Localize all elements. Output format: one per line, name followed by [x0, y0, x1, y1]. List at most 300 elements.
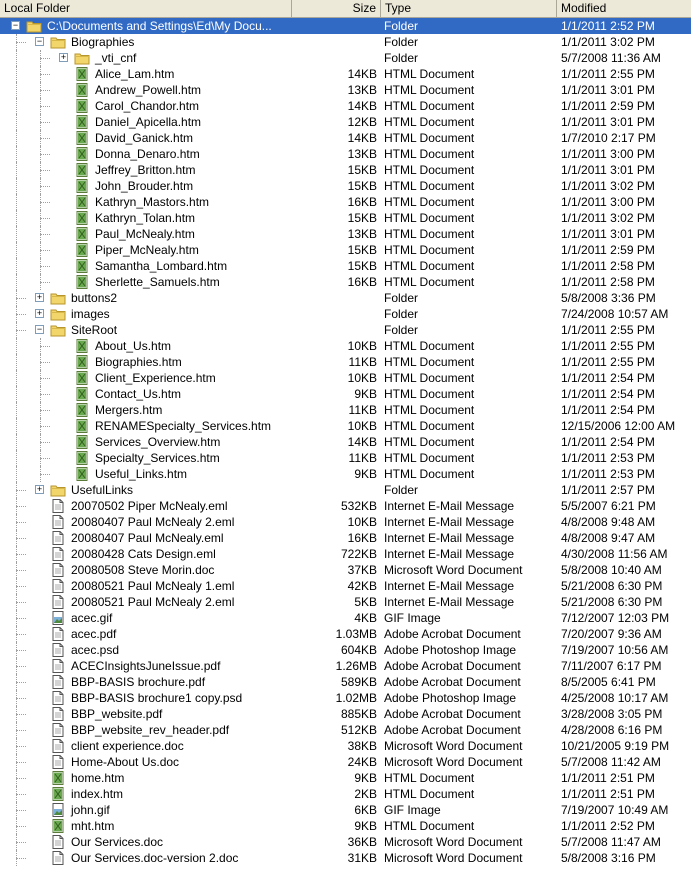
tree-guide-line	[16, 162, 17, 178]
folder-icon	[26, 19, 42, 33]
size-cell: 15KB	[347, 179, 377, 193]
file-name: John_Brouder.htm	[95, 179, 194, 193]
modified-cell: 8/5/2005 6:41 PM	[561, 675, 656, 689]
modified-cell: 10/21/2005 9:19 PM	[561, 739, 670, 753]
size-cell: 10KB	[347, 419, 377, 433]
file-row[interactable]	[0, 706, 691, 722]
file-name: Jeffrey_Britton.htm	[95, 163, 196, 177]
type-cell: Folder	[384, 291, 419, 305]
modified-cell: 7/19/2007 10:56 AM	[561, 643, 669, 657]
type-cell: HTML Document	[384, 67, 475, 81]
type-cell: Internet E-Mail Message	[384, 531, 515, 545]
modified-cell: 1/1/2011 2:59 PM	[561, 99, 655, 113]
column-header-modified[interactable]: Modified	[561, 1, 607, 15]
folder-row[interactable]	[0, 290, 691, 306]
column-header-size[interactable]: Size	[292, 0, 381, 17]
size-cell: 12KB	[347, 115, 377, 129]
tree-branch-line	[16, 698, 26, 699]
file-row[interactable]	[0, 738, 691, 754]
file-row[interactable]	[0, 434, 691, 450]
tree-branch-line	[40, 266, 50, 267]
size-cell: 14KB	[347, 99, 377, 113]
file-row[interactable]	[0, 754, 691, 770]
document-icon	[50, 595, 66, 609]
folder-row[interactable]	[0, 50, 691, 66]
html-file-icon	[74, 275, 90, 289]
size-cell	[292, 290, 377, 306]
file-row[interactable]	[0, 626, 691, 642]
type-cell: HTML Document	[384, 131, 475, 145]
size-cell: 6KB	[354, 803, 377, 817]
expand-icon[interactable]: +	[36, 308, 43, 318]
type-cell: HTML Document	[384, 355, 475, 369]
size-cell: 13KB	[347, 227, 377, 241]
file-name: Useful_Links.htm	[95, 467, 188, 481]
file-name: Kathryn_Tolan.htm	[95, 211, 196, 225]
tree-guide-line	[16, 82, 17, 98]
file-name: Daniel_Apicella.htm	[95, 115, 202, 129]
file-name: Our Services.doc-version 2.doc	[71, 851, 239, 865]
size-cell: 38KB	[347, 739, 377, 753]
type-cell: HTML Document	[384, 403, 475, 417]
tree-branch-line	[40, 202, 50, 203]
folder-icon	[50, 323, 66, 337]
type-cell: HTML Document	[384, 787, 475, 801]
size-cell: 37KB	[347, 563, 377, 577]
file-row[interactable]	[0, 770, 691, 786]
type-cell: HTML Document	[384, 371, 475, 385]
file-name: BBP-BASIS brochure.pdf	[71, 675, 206, 689]
file-row[interactable]	[0, 818, 691, 834]
file-name: BBP-BASIS brochure1 copy.psd	[71, 691, 243, 705]
type-cell: Folder	[384, 51, 419, 65]
tree-branch-line	[16, 858, 26, 859]
file-row[interactable]	[0, 210, 691, 226]
type-cell: HTML Document	[384, 243, 475, 257]
modified-cell: 5/8/2008 3:36 PM	[561, 291, 656, 305]
html-file-icon	[50, 787, 66, 801]
file-name: Mergers.htm	[95, 403, 163, 417]
type-cell: Adobe Acrobat Document	[384, 723, 521, 737]
type-cell: Folder	[384, 483, 419, 497]
file-row[interactable]	[0, 194, 691, 210]
size-cell: 722KB	[340, 547, 377, 561]
tree-guide-line	[16, 258, 17, 274]
html-file-icon	[74, 419, 90, 433]
tree-guide-line	[16, 370, 17, 386]
document-icon	[50, 659, 66, 673]
type-cell: HTML Document	[384, 435, 475, 449]
size-cell: 13KB	[347, 147, 377, 161]
size-cell: 5KB	[354, 595, 377, 609]
document-icon	[50, 675, 66, 689]
file-row[interactable]	[0, 354, 691, 370]
tree-branch-line	[16, 522, 26, 523]
type-cell: Folder	[384, 323, 419, 337]
modified-cell: 4/8/2008 9:47 AM	[561, 531, 656, 545]
type-cell: HTML Document	[384, 451, 475, 465]
type-cell: HTML Document	[384, 771, 475, 785]
tree-branch-line	[40, 282, 50, 283]
document-icon	[50, 739, 66, 753]
file-name: 20080508 Steve Morin.doc	[71, 563, 215, 577]
modified-cell: 1/1/2011 3:01 PM	[561, 227, 655, 241]
column-header-type[interactable]: Type	[381, 0, 557, 17]
file-name: ACECInsightsJuneIssue.pdf	[71, 659, 221, 673]
tree-branch-line	[16, 682, 26, 683]
file-row[interactable]	[0, 610, 691, 626]
size-cell	[292, 34, 377, 50]
size-cell: 15KB	[347, 163, 377, 177]
file-name: Biographies	[71, 35, 135, 49]
tree-branch-line	[40, 250, 50, 251]
tree-branch-line	[16, 762, 26, 763]
modified-cell: 1/1/2011 2:51 PM	[561, 787, 655, 801]
type-cell: Internet E-Mail Message	[384, 579, 515, 593]
size-cell: 9KB	[354, 771, 377, 785]
tree-guide-line	[16, 66, 17, 82]
folder-icon	[74, 51, 90, 65]
file-row[interactable]	[0, 578, 691, 594]
file-row[interactable]	[0, 514, 691, 530]
file-row[interactable]	[0, 178, 691, 194]
html-file-icon	[74, 355, 90, 369]
size-cell: 512KB	[340, 723, 377, 737]
modified-cell: 1/1/2011 3:00 PM	[561, 147, 655, 161]
tree-guide-line	[16, 338, 17, 354]
type-cell: Adobe Acrobat Document	[384, 627, 521, 641]
modified-cell: 1/1/2011 2:54 PM	[561, 403, 655, 417]
modified-cell: 1/7/2010 2:17 PM	[561, 131, 656, 145]
file-row[interactable]	[0, 466, 691, 482]
html-file-icon	[74, 451, 90, 465]
file-row[interactable]	[0, 370, 691, 386]
file-row[interactable]	[0, 258, 691, 274]
document-icon	[50, 563, 66, 577]
file-row[interactable]	[0, 338, 691, 354]
tree-branch-line	[16, 666, 26, 667]
tree-branch-line	[40, 218, 50, 219]
folder-row[interactable]	[0, 306, 691, 322]
type-cell: Adobe Acrobat Document	[384, 675, 521, 689]
file-name: Samantha_Lombard.htm	[95, 259, 228, 273]
modified-cell: 4/8/2008 9:48 AM	[561, 515, 656, 529]
file-name: Andrew_Powell.htm	[95, 83, 202, 97]
size-cell: 1.03MB	[335, 627, 377, 641]
file-row[interactable]	[0, 66, 691, 82]
tree-branch-line	[40, 362, 50, 363]
size-cell: 15KB	[347, 259, 377, 273]
modified-cell: 5/21/2008 6:30 PM	[561, 595, 663, 609]
modified-cell: 1/1/2011 2:58 PM	[561, 259, 655, 273]
tree-guide-line	[16, 226, 17, 242]
tree-branch-line	[16, 634, 26, 635]
file-row[interactable]	[0, 146, 691, 162]
html-file-icon	[74, 227, 90, 241]
file-row[interactable]	[0, 450, 691, 466]
size-cell: 10KB	[347, 339, 377, 353]
file-name: SiteRoot	[71, 323, 118, 337]
file-row[interactable]	[0, 546, 691, 562]
type-cell: Folder	[384, 19, 419, 33]
modified-cell: 5/7/2008 11:47 AM	[561, 835, 661, 849]
type-cell: GIF Image	[384, 611, 441, 625]
type-cell: Adobe Photoshop Image	[384, 691, 517, 705]
folder-row[interactable]	[0, 34, 691, 50]
document-icon	[50, 531, 66, 545]
html-file-icon	[74, 467, 90, 481]
folder-icon	[50, 307, 66, 321]
modified-cell: 3/28/2008 3:05 PM	[561, 707, 663, 721]
collapse-icon[interactable]: −	[12, 20, 19, 30]
size-cell: 4KB	[354, 611, 377, 625]
modified-cell: 7/20/2007 9:36 AM	[561, 627, 662, 641]
size-cell: 10KB	[347, 515, 377, 529]
file-tree	[0, 18, 691, 866]
tree-branch-line	[16, 730, 26, 731]
type-cell: Microsoft Word Document	[384, 835, 523, 849]
file-row[interactable]	[0, 786, 691, 802]
modified-cell: 1/1/2011 2:54 PM	[561, 435, 655, 449]
size-cell	[292, 50, 377, 66]
type-cell: HTML Document	[384, 339, 475, 353]
file-row[interactable]	[0, 802, 691, 818]
tree-guide-line	[16, 450, 17, 466]
file-name: mht.htm	[71, 819, 115, 833]
tree-branch-line	[16, 778, 26, 779]
file-row[interactable]	[0, 562, 691, 578]
file-row[interactable]	[0, 722, 691, 738]
modified-cell: 5/8/2008 3:16 PM	[561, 851, 656, 865]
tree-branch-line	[16, 538, 26, 539]
expand-icon[interactable]: +	[36, 484, 43, 494]
file-name: 20080407 Paul McNealy.eml	[71, 531, 224, 545]
type-cell: HTML Document	[384, 147, 475, 161]
html-file-icon	[74, 259, 90, 273]
type-cell: HTML Document	[384, 99, 475, 113]
file-row[interactable]	[0, 226, 691, 242]
tree-guide-line	[16, 242, 17, 258]
file-name: client experience.doc	[71, 739, 184, 753]
file-name: Sherlette_Samuels.htm	[95, 275, 220, 289]
file-row[interactable]	[0, 498, 691, 514]
type-cell: Microsoft Word Document	[384, 755, 523, 769]
tree-branch-line	[40, 474, 50, 475]
type-cell: Microsoft Word Document	[384, 739, 523, 753]
type-cell: HTML Document	[384, 467, 475, 481]
file-name: acec.pdf	[71, 627, 117, 641]
tree-guide-line	[16, 466, 17, 482]
file-row[interactable]	[0, 834, 691, 850]
html-file-icon	[74, 435, 90, 449]
modified-cell: 7/19/2007 10:49 AM	[561, 803, 669, 817]
type-cell: Internet E-Mail Message	[384, 595, 515, 609]
tree-branch-line	[16, 602, 26, 603]
size-cell: 31KB	[347, 851, 377, 865]
type-cell: HTML Document	[384, 195, 475, 209]
type-cell: GIF Image	[384, 803, 441, 817]
type-cell: Internet E-Mail Message	[384, 499, 515, 513]
file-row[interactable]	[0, 274, 691, 290]
file-name: 20080407 Paul McNealy 2.eml	[71, 515, 235, 529]
tree-branch-line	[40, 74, 50, 75]
size-cell	[292, 322, 377, 338]
expand-icon[interactable]: +	[36, 292, 43, 302]
file-row[interactable]	[0, 82, 691, 98]
file-row[interactable]	[0, 162, 691, 178]
file-name: Services_Overview.htm	[95, 435, 221, 449]
tree-branch-line	[40, 90, 50, 91]
file-name: About_Us.htm	[95, 339, 172, 353]
file-row[interactable]	[0, 418, 691, 434]
html-file-icon	[74, 115, 90, 129]
type-cell: Adobe Acrobat Document	[384, 659, 521, 673]
size-cell: 16KB	[347, 531, 377, 545]
file-row[interactable]	[0, 130, 691, 146]
file-name: David_Ganick.htm	[95, 131, 194, 145]
tree-guide-line	[16, 146, 17, 162]
tree-branch-line	[40, 170, 50, 171]
file-row[interactable]	[0, 98, 691, 114]
html-file-icon	[74, 147, 90, 161]
file-name: 20080428 Cats Design.eml	[71, 547, 216, 561]
type-cell: Adobe Photoshop Image	[384, 643, 517, 657]
file-name: Paul_McNealy.htm	[95, 227, 195, 241]
modified-cell: 1/1/2011 2:55 PM	[561, 323, 655, 337]
document-icon	[50, 851, 66, 865]
modified-cell: 1/1/2011 3:02 PM	[561, 35, 655, 49]
file-name: john.gif	[71, 803, 110, 817]
size-cell: 24KB	[347, 755, 377, 769]
document-icon	[50, 691, 66, 705]
tree-branch-line	[16, 586, 26, 587]
html-file-icon	[74, 387, 90, 401]
tree-guide-line	[16, 210, 17, 226]
modified-cell: 1/1/2011 2:55 PM	[561, 67, 655, 81]
file-name: 20080521 Paul McNealy 1.eml	[71, 579, 235, 593]
type-cell: Internet E-Mail Message	[384, 515, 515, 529]
modified-cell: 1/1/2011 2:55 PM	[561, 339, 655, 353]
file-name: Client_Experience.htm	[95, 371, 216, 385]
type-cell: Internet E-Mail Message	[384, 547, 515, 561]
file-row[interactable]	[0, 850, 691, 866]
file-name: Piper_McNealy.htm	[95, 243, 199, 257]
modified-cell: 4/30/2008 11:56 AM	[561, 547, 668, 561]
modified-cell: 1/1/2011 3:01 PM	[561, 163, 655, 177]
tree-branch-line	[40, 186, 50, 187]
file-row[interactable]	[0, 530, 691, 546]
size-cell: 15KB	[347, 211, 377, 225]
size-cell: 16KB	[347, 195, 377, 209]
html-file-icon	[74, 83, 90, 97]
size-cell: 589KB	[340, 675, 377, 689]
tree-guide-line	[16, 194, 17, 210]
column-header-local-folder[interactable]: Local Folder	[0, 0, 292, 17]
file-name: Kathryn_Mastors.htm	[95, 195, 210, 209]
file-row[interactable]	[0, 114, 691, 130]
size-cell: 2KB	[354, 787, 377, 801]
tree-branch-line	[40, 106, 50, 107]
html-file-icon	[74, 131, 90, 145]
tree-branch-line	[40, 234, 50, 235]
folder-icon	[50, 35, 66, 49]
size-cell	[292, 482, 377, 498]
expand-icon[interactable]: +	[60, 52, 67, 62]
tree-branch-line	[16, 570, 26, 571]
file-row[interactable]	[0, 594, 691, 610]
size-cell: 13KB	[347, 83, 377, 97]
modified-cell: 1/1/2011 2:55 PM	[561, 355, 655, 369]
file-name: Specialty_Services.htm	[95, 451, 220, 465]
folder-row[interactable]	[0, 482, 691, 498]
modified-cell: 1/1/2011 2:53 PM	[561, 467, 655, 481]
file-row[interactable]	[0, 658, 691, 674]
file-name: 20080521 Paul McNealy 2.eml	[71, 595, 235, 609]
tree-guide-line	[16, 386, 17, 402]
tree-guide-line	[16, 50, 17, 66]
file-name: Biographies.htm	[95, 355, 182, 369]
size-cell: 36KB	[347, 835, 377, 849]
size-cell: 532KB	[340, 499, 377, 513]
tree-branch-line	[16, 714, 26, 715]
tree-branch-line	[40, 138, 50, 139]
size-cell: 9KB	[354, 387, 377, 401]
file-name: Contact_Us.htm	[95, 387, 182, 401]
collapse-icon[interactable]: −	[36, 324, 43, 334]
tree-guide-line	[16, 114, 17, 130]
tree-branch-line	[16, 810, 26, 811]
modified-cell: 1/1/2011 2:57 PM	[561, 483, 655, 497]
size-cell: 15KB	[347, 243, 377, 257]
html-file-icon	[74, 243, 90, 257]
modified-cell: 1/1/2011 2:54 PM	[561, 371, 655, 385]
tree-branch-line	[16, 490, 26, 491]
tree-branch-line	[16, 42, 26, 43]
file-row[interactable]	[0, 402, 691, 418]
size-cell: 885KB	[340, 707, 377, 721]
document-icon	[50, 515, 66, 529]
file-row[interactable]	[0, 690, 691, 706]
size-cell: 1.02MB	[335, 691, 377, 705]
document-icon	[50, 707, 66, 721]
file-name: acec.psd	[71, 643, 120, 657]
size-cell: 14KB	[347, 131, 377, 145]
file-name: acec.gif	[71, 611, 113, 625]
size-cell: 11KB	[348, 403, 377, 417]
type-cell: HTML Document	[384, 179, 475, 193]
file-name: 20070502 Piper McNealy.eml	[71, 499, 228, 513]
size-cell: 10KB	[347, 371, 377, 385]
file-name: Donna_Denaro.htm	[95, 147, 200, 161]
file-name: home.htm	[71, 771, 125, 785]
file-name: buttons2	[71, 291, 118, 305]
collapse-icon[interactable]: −	[36, 36, 43, 46]
type-cell: HTML Document	[384, 419, 475, 433]
folder-row[interactable]	[0, 322, 691, 338]
file-row[interactable]	[0, 386, 691, 402]
file-row[interactable]	[0, 674, 691, 690]
size-cell: 42KB	[347, 579, 377, 593]
tree-branch-line	[40, 122, 50, 123]
size-cell: 11KB	[348, 451, 377, 465]
tree-guide-line	[16, 402, 17, 418]
tree-branch-line	[16, 298, 26, 299]
type-cell: HTML Document	[384, 211, 475, 225]
folder-row[interactable]	[0, 18, 691, 34]
file-row[interactable]	[0, 642, 691, 658]
tree-branch-line	[16, 746, 26, 747]
file-row[interactable]	[0, 242, 691, 258]
